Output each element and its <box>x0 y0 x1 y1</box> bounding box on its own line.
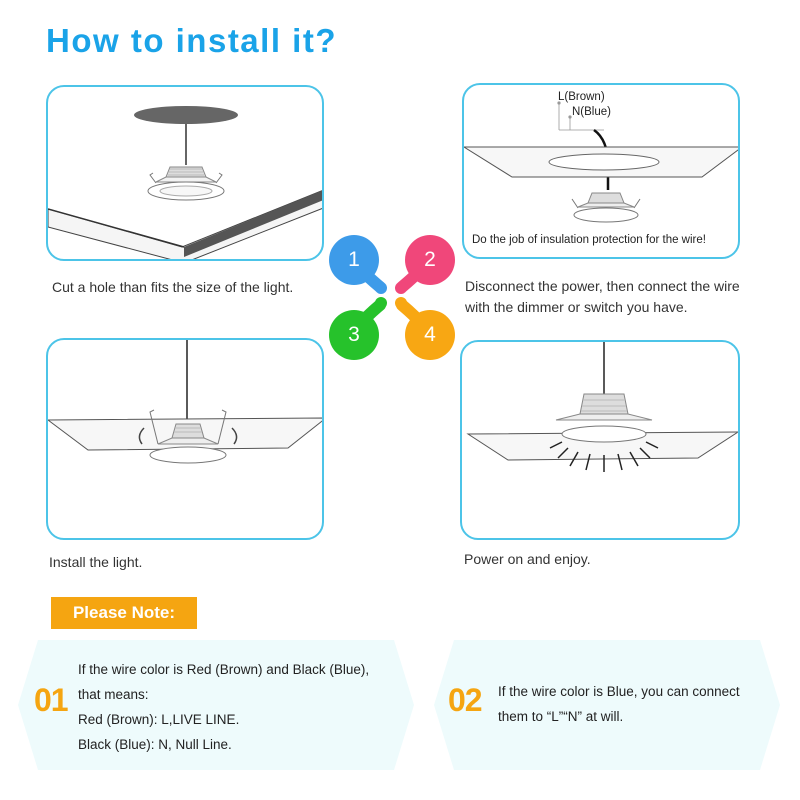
note-1-text <box>78 657 369 757</box>
note-1-line-3: Red (Brown): L,LIVE LINE. <box>78 712 240 727</box>
step-4-badge: 4 <box>405 310 455 360</box>
step-2-badge: 2 <box>405 235 455 285</box>
step4-illustration <box>460 340 740 540</box>
step2-caption-line2: with the dimmer or switch you have. <box>465 299 688 315</box>
wire-label-blue: N(Blue) <box>572 106 611 118</box>
step2-caption <box>465 276 740 318</box>
wire-label-brown: L(Brown) <box>558 91 605 103</box>
note-1-line-1: If the wire color is Red (Brown) and Black (Blue), <box>78 662 370 677</box>
step2-caption-line1: Disconnect the power, then connect the wire <box>465 278 740 294</box>
step3-caption: Install the light. <box>49 554 143 570</box>
step-1-dot <box>375 282 387 294</box>
step2-illustration <box>462 83 740 259</box>
note-1-line-2: that means: <box>78 687 149 702</box>
step-3-badge: 3 <box>329 310 379 360</box>
note-1-number: 01 <box>34 682 68 718</box>
please-note-label: Please Note: <box>51 597 197 629</box>
step1-illustration <box>46 85 324 261</box>
step4-caption: Power on and enjoy. <box>464 551 591 567</box>
note-1-line-4: Black (Blue): N, Null Line. <box>78 737 232 752</box>
step1-caption: Cut a hole than fits the size of the light. <box>52 279 294 295</box>
step3-illustration <box>46 338 324 540</box>
note-2-text <box>498 679 740 729</box>
note-card-2 <box>434 640 780 770</box>
ceiling-hole-drawing <box>48 87 324 261</box>
step-4-dot <box>395 297 407 309</box>
note-card-1 <box>18 640 414 770</box>
install-light-drawing <box>48 340 324 540</box>
note-2-number: 02 <box>448 682 482 718</box>
step-2-dot <box>395 282 407 294</box>
page-title: How to install it? <box>46 22 337 59</box>
step-1-badge: 1 <box>329 235 379 285</box>
note-2-line-1: If the wire color is Blue, you can connect <box>498 684 740 699</box>
note-2-line-2: them to “L”“N” at will. <box>498 709 624 724</box>
insulation-note: Do the job of insulation protection for the wire! <box>472 234 706 246</box>
power-on-drawing <box>462 342 740 540</box>
step-3-dot <box>375 297 387 309</box>
